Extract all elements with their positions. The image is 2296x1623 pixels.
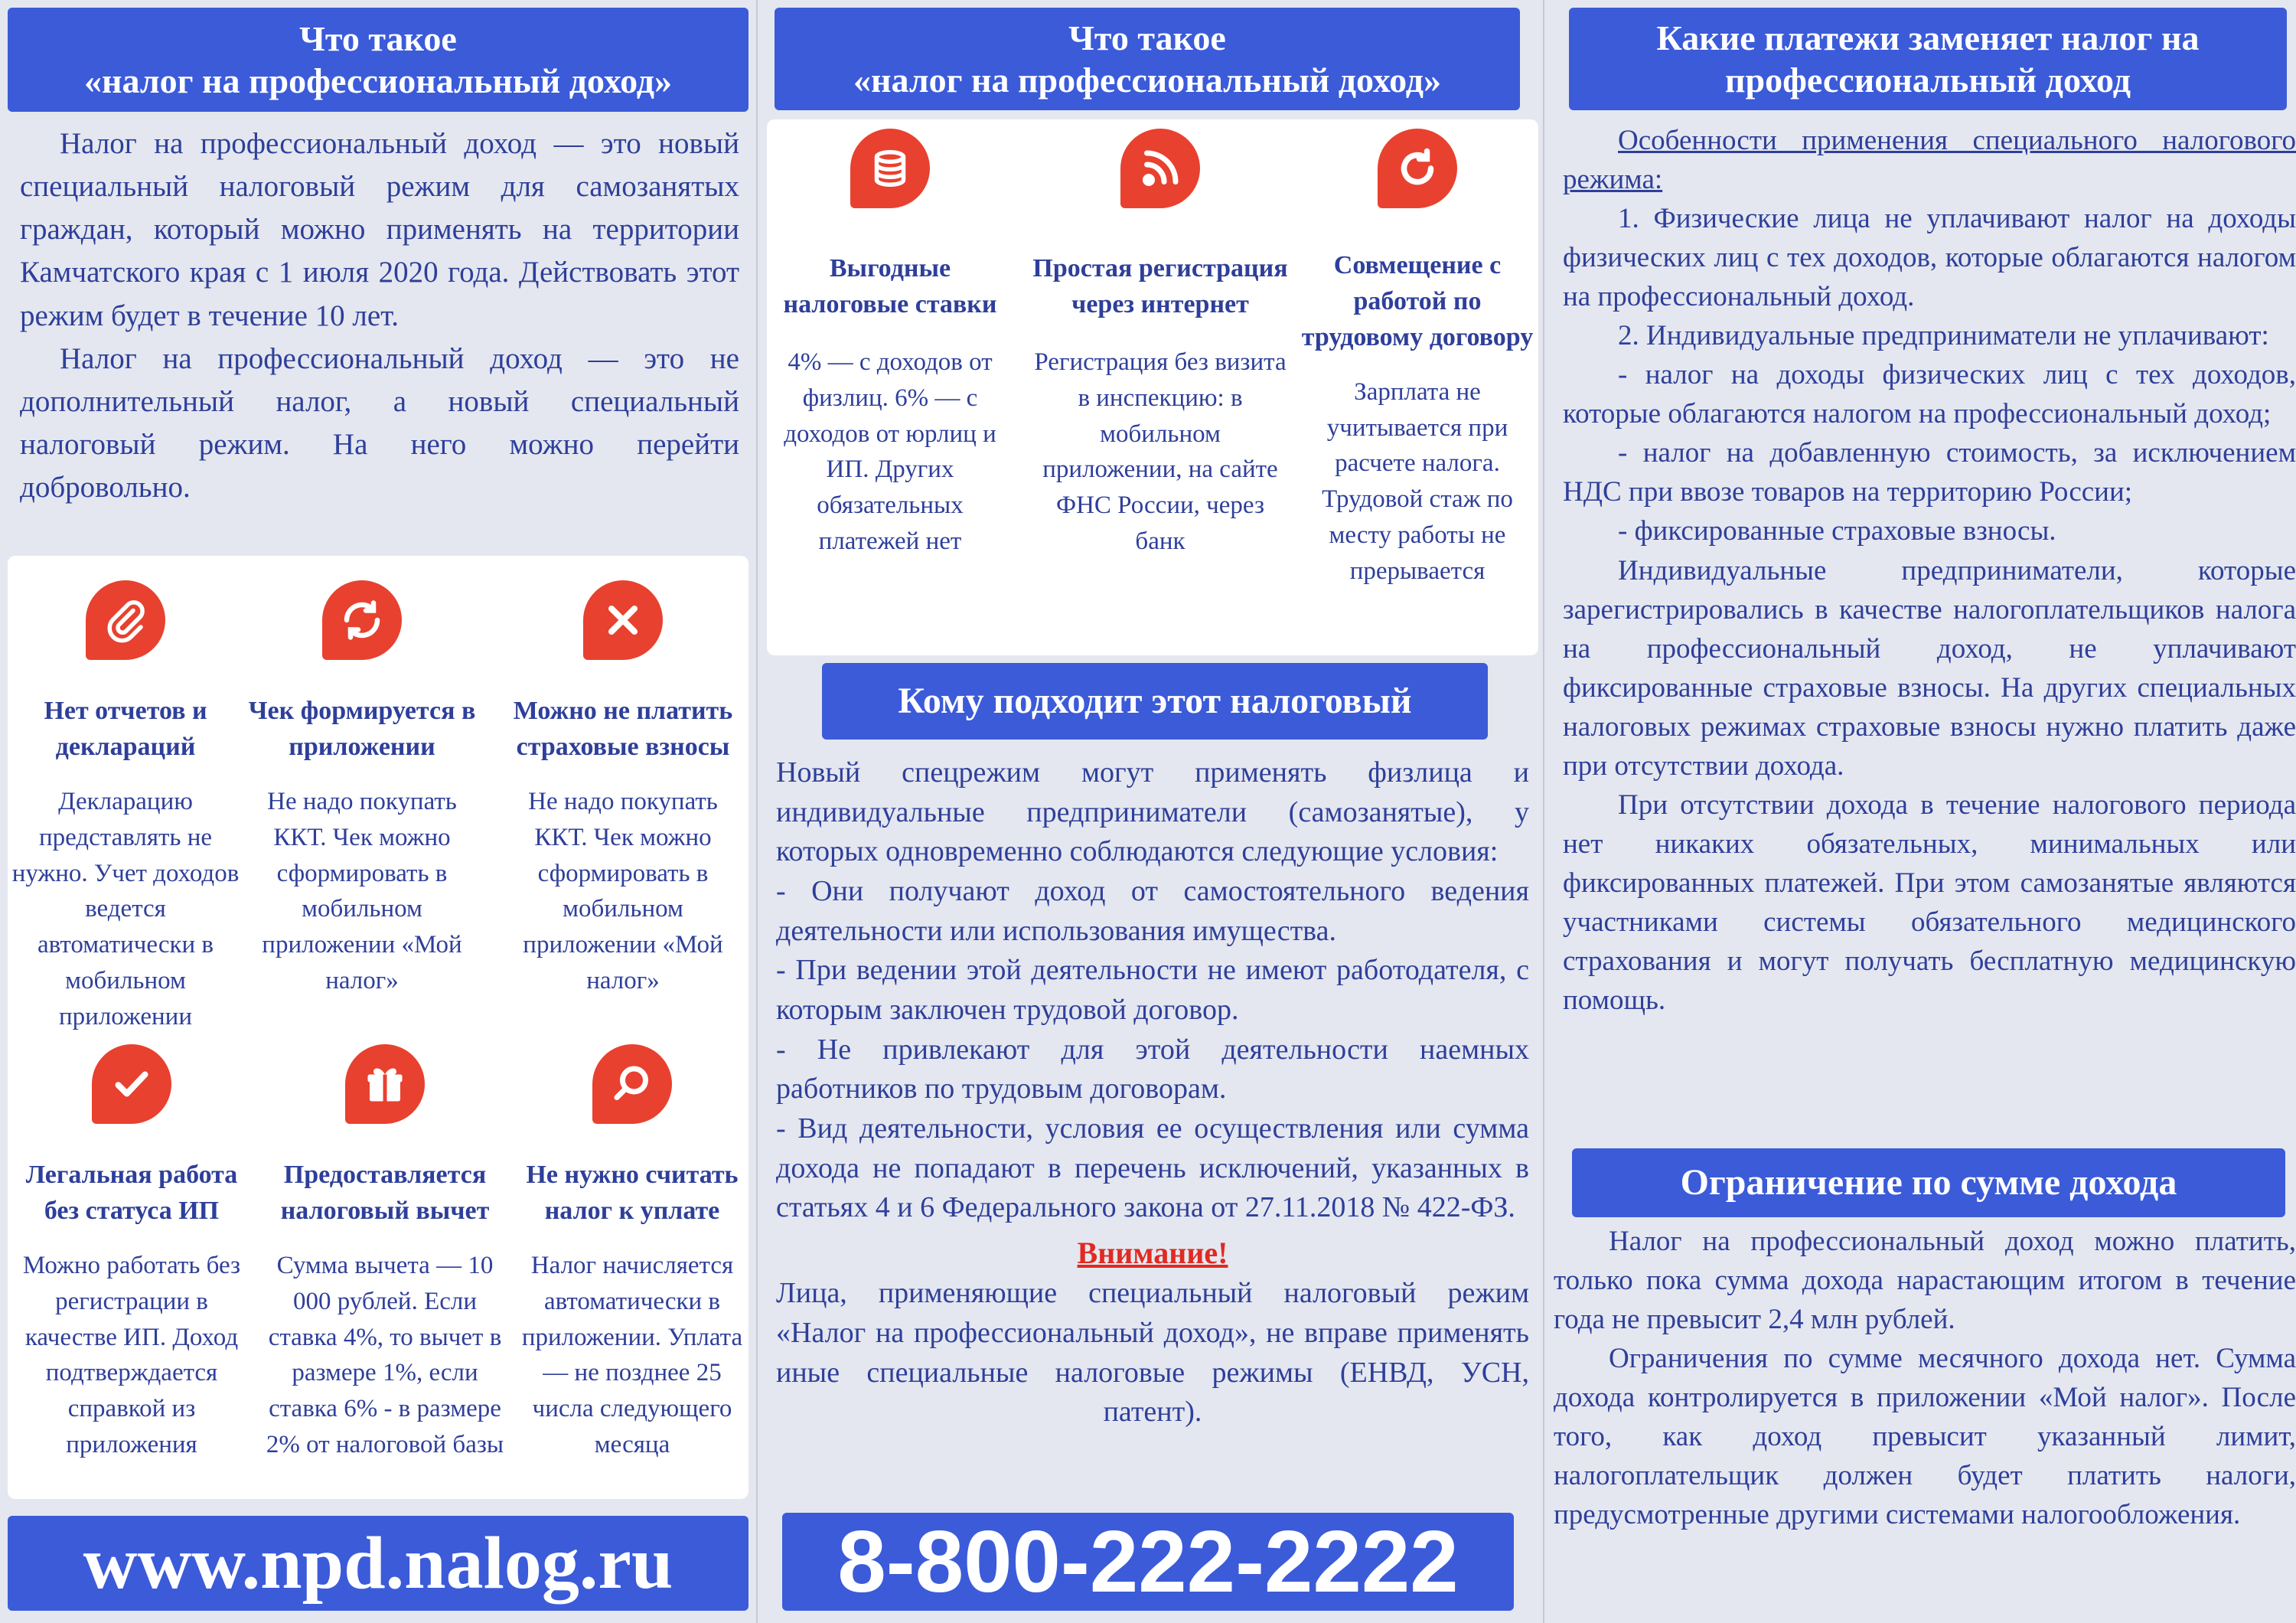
feature-tax-deduction	[260, 1044, 510, 1463]
feature-text: Можно работать без регистрации в качестве ИП. Доход подтверждается справкой из приложения	[22, 1251, 241, 1459]
column-right	[1544, 0, 2296, 1623]
paperclip-icon	[86, 580, 165, 660]
middle-header-line2: «налог на профессиональный доход»	[853, 60, 1442, 100]
limit-p1: Налог на профессиональный доход можно платить, только пока сумма дохода нарастающим итогом в течение года не превысит 2,4 млн рублей.	[1554, 1226, 2296, 1336]
who-item: - Они получают доход от самостоятельного ведения деятельности или использования имущества.	[776, 875, 1529, 947]
feature-registration	[1030, 129, 1290, 560]
who-item: - При ведении этой деятельности не имеют работодателя, с которым заключен трудовой договор.	[776, 954, 1529, 1027]
website-banner[interactable]: www.npd.nalog.ru	[8, 1516, 748, 1611]
limit-header: Ограничение по сумме дохода	[1572, 1148, 2285, 1217]
feature-title: Простая регистрация через интернет	[1032, 254, 1288, 318]
feature-title: Выгодные налоговые ставки	[783, 254, 997, 318]
who-item: - Не привлекают для этой деятельности наемных работников по трудовым договорам.	[776, 1033, 1529, 1105]
middle-header-line1: Что такое	[1068, 18, 1226, 57]
checkmark-icon	[92, 1044, 171, 1124]
feature-title: Предоставляется налоговый вычет	[280, 1161, 490, 1225]
feature-no-insurance	[499, 580, 747, 999]
column-middle	[756, 0, 1544, 1623]
feature-title: Совмещение с работой по трудовому договору	[1301, 251, 1534, 351]
who-section	[776, 753, 1529, 1432]
middle-header	[775, 8, 1520, 110]
left-header	[8, 8, 748, 112]
right-p2: 2. Индивидуальные предприниматели не уплачивают:	[1618, 320, 2269, 352]
left-header-line2: «налог на профессиональный доход»	[83, 61, 673, 100]
refresh-icon	[1378, 129, 1457, 208]
limit-section	[1554, 1222, 2296, 1534]
right-p5: - фиксированные страховые взносы.	[1618, 515, 2056, 547]
rss-icon	[1120, 129, 1200, 208]
column-left	[0, 0, 756, 1623]
right-p4: - налог на добавленную стоимость, за исключением НДС при ввозе товаров на территорию России;	[1563, 437, 2296, 508]
refresh-icon	[322, 580, 402, 660]
attention-label: Внимание!	[1077, 1236, 1228, 1271]
feature-text: Налог начисляется автоматически в приложении. Уплата — не позднее 25 числа следующего месяца	[521, 1251, 743, 1459]
left-header-line1: Что такое	[299, 18, 457, 58]
feature-title: Нет отчетов и деклараций	[44, 697, 207, 761]
feature-combine-job	[1293, 129, 1541, 589]
feature-text: Зарплата не учитывается при расчете налога. Трудовой стаж по месту работы не прерывается	[1322, 377, 1513, 586]
search-icon	[592, 1044, 672, 1124]
who-header: Кому подходит этот налоговый	[822, 663, 1488, 740]
feature-title: Можно не платить страховые взносы	[513, 697, 733, 761]
feature-auto-calc	[511, 1044, 753, 1463]
feature-text: Регистрация без визита в инспекцию: в мобильном приложении, на сайте ФНС России, через банк	[1034, 348, 1287, 556]
gift-icon	[345, 1044, 425, 1124]
right-p1: 1. Физические лица не уплачивают налог на доходы физических лиц с тех доходов, которые облагаются налогом на профессиональный доход.	[1563, 203, 2296, 313]
feature-text: Не надо покупать ККТ. Чек можно сформировать в мобильном приложении «Мой налог»	[262, 787, 462, 995]
right-header-line2: профессиональный доход	[1724, 60, 2131, 100]
close-icon	[583, 580, 663, 660]
feature-title: Не нужно считать налог к уплате	[526, 1161, 739, 1225]
left-intro-p1: Налог на профессиональный доход — это новый специальный налоговый режим для самозанятых граждан, который можно применять на территории Камчатского края с 1 июля 2020 года. Действовать этот режим будет в течение 10 лет.	[20, 127, 739, 332]
feature-legal-work	[9, 1044, 254, 1463]
feature-text: Сумма вычета — 10 000 рублей. Если ставка 4%, то вычет в размере 1%, если ставка 6% - в размере 2% от налоговой базы	[266, 1251, 504, 1459]
feature-text: Не надо покупать ККТ. Чек можно сформировать в мобильном приложении «Мой налог»	[523, 787, 723, 995]
feature-text: 4% — с доходов от физлиц. 6% — с доходов от юрлиц и ИП. Других обязательных платежей нет	[784, 348, 996, 556]
left-intro-p2: Налог на профессиональный доход — это не дополнительный налог, а новый специальный налоговый режим. На него можно перейти добровольно.	[20, 341, 739, 505]
right-subtitle: Особенности применения специального налогового режима:	[1563, 125, 2296, 196]
right-features	[1563, 121, 2296, 1020]
right-p3: - налог на доходы физических лиц с тех доходов, которые облагаются налогом на профессиональный доход;	[1563, 359, 2296, 430]
right-p6: Индивидуальные предприниматели, которые зарегистрировались в качестве налогоплательщиков налога на профессиональный доход, не уплачивают фиксированные страховые взносы. На других специальных налоговых режимах страховые взносы нужно платить даже при отсутствии дохода.	[1563, 554, 2296, 782]
left-intro	[20, 122, 739, 509]
who-intro: Новый спецрежим могут применять физлица и индивидуальные предприниматели (самозанятые), у которых одновременно соблюдаются следующие условия:	[776, 756, 1529, 868]
feature-rates	[765, 129, 1015, 560]
who-item: - Вид деятельности, условия ее осуществления или сумма дохода не попадают в перечень исключений, указанных в статьях 4 и 6 Федерального закона от 27.11.2018 № 422-ФЗ.	[776, 1112, 1529, 1224]
database-icon	[850, 129, 930, 208]
right-header-line1: Какие платежи заменяет налог на	[1656, 18, 2200, 57]
feature-no-reports	[11, 580, 240, 1035]
feature-text: Декларацию представлять не нужно. Учет доходов ведется автоматически в мобильном приложении	[11, 787, 240, 1030]
right-header	[1569, 8, 2287, 110]
right-p7: При отсутствии дохода в течение налогового периода нет никаких обязательных, минимальных или фиксированных платежей. При этом самозанятые являются участниками системы обязательного медицинского страхования и могут получать бесплатную медицинскую помощь.	[1563, 789, 2296, 1017]
attention-text: Лица, применяющие специальный налоговый режим «Налог на профессиональный доход», не вправе применять иные специальные налоговые режимы (ЕНВД, УСН, патент).	[776, 1277, 1529, 1429]
feature-receipt-app	[243, 580, 481, 999]
feature-title: Чек формируется в приложении	[248, 697, 476, 761]
limit-p2: Ограничения по сумме месячного дохода нет. Сумма дохода контролируется в приложении «Мой налог». После того, как доход превысит указанный лимит, налогоплательщик должен будет платить налоги, предусмотренные другими системами налогообложения.	[1554, 1343, 2296, 1531]
phone-banner[interactable]: 8-800-222-2222	[782, 1513, 1514, 1611]
feature-title: Легальная работа без статуса ИП	[25, 1161, 238, 1225]
